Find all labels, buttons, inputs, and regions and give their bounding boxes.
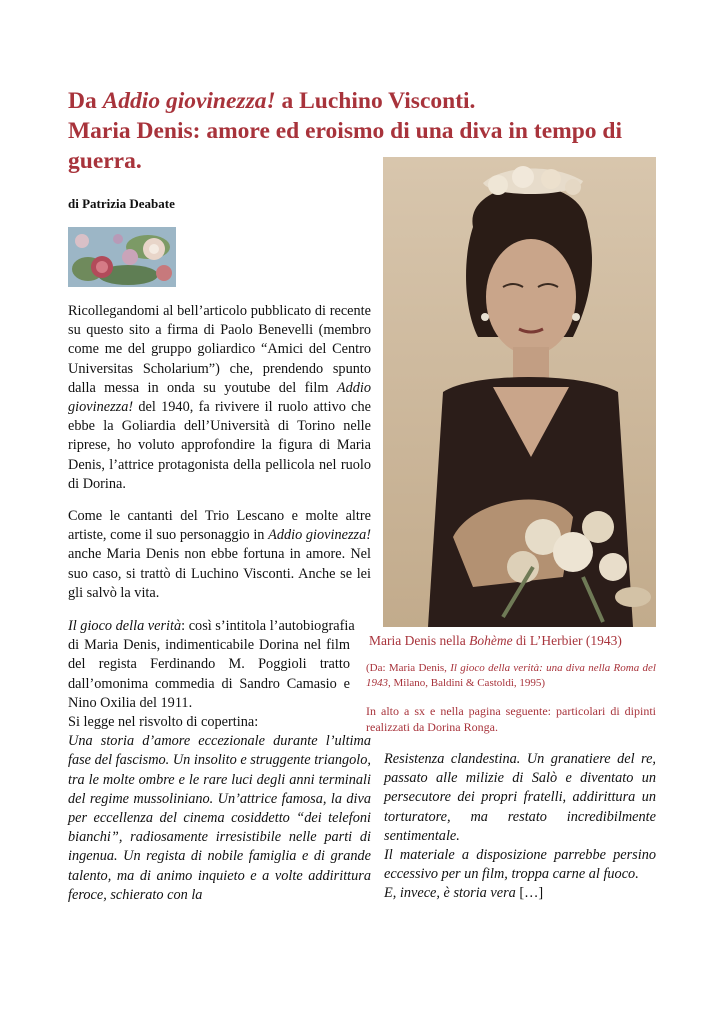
intro-text-b: del 1940, fa rivivere il ruolo attivo che ebbe la Goliardia dell’Università di Torino nelle riprese, ho voluto approfondire la figura di Maria Denis, l’attrice protagonista della pellicola nel ruolo di Dorina.: [68, 399, 371, 492]
title-line-1: [68, 86, 678, 116]
flower-painting-image: [68, 227, 176, 287]
caption-text-a: Maria Denis nella: [369, 633, 470, 648]
paragraph-intro: [68, 302, 371, 494]
right-column-text: [384, 750, 656, 904]
painting-note: In alto a sx e nella pagina seguente: particolari di dipinti realizzati da Dorina Ronga.: [366, 704, 656, 734]
portrait-svg: [383, 157, 656, 627]
right-paragraph-3: [384, 884, 656, 903]
title-line-2: Maria Denis: amore ed eroismo di una diva in tempo di guerra.: [68, 118, 622, 174]
title-text-b: a Luchino Visconti.: [275, 88, 476, 114]
autobiography-book-title: Il gioco della verità: [68, 618, 182, 634]
lescano-text-a: Come le cantanti del Trio Lescano e molte altre artiste, come il suo personaggio in: [68, 508, 371, 544]
lescano-film-name: Addio giovinezza!: [268, 527, 371, 544]
paragraph-lescano: [68, 507, 371, 603]
caption-text-b: di L’Herbier (1943): [512, 633, 622, 648]
right-paragraph-1: Resistenza clandestina. Un granatiere del re, passato alle milizie di Salò e diventato un persecutore dei propri fratelli, addirittura un torturatore, ma restato incredibilmente sentimentale.: [384, 751, 656, 844]
maria-denis-photo: [383, 157, 656, 627]
photo-caption: [369, 633, 622, 649]
lescano-text-b: anche Maria Denis non ebbe fortuna in amore. Nel suo caso, si trattò di Luchino Visconti. Anche se lei gli salvò la vita.: [68, 546, 371, 601]
cover-blurb-lead: Si legge nel risvolto di copertina:: [68, 714, 259, 730]
title-text-a: Da: [68, 88, 103, 114]
source-text-b: , Milano, Baldini & Castoldi, 1995): [388, 676, 546, 689]
right-paragraph-3-text: E, invece, è storia vera: [384, 885, 520, 902]
source-text-a: (Da: Maria Denis,: [366, 662, 451, 674]
photo-source: [366, 661, 656, 690]
paragraph-cover-blurb: [68, 713, 371, 905]
ellipsis-mark: […]: [519, 885, 544, 902]
title-film-name: Addio giovinezza!: [102, 88, 276, 114]
paragraph-autobiography: [68, 617, 371, 713]
author-byline: di Patrizia Deabate: [68, 196, 175, 211]
intro-text-a: Ricollegandomi al bell’articolo pubblicato di recente su questo sito a firma di Paolo Benevelli (membro come me del gruppo goliardico “Amici del Centro Universitas Scholarium”) che, prendendo spunto dalla messa in onda su youtube del film: [68, 303, 371, 396]
autobiography-text-a: : così s’intitola l’autobiografia: [181, 618, 355, 634]
autobiography-text-b: di Maria Denis, indimenticabile Dorina nel film del regista Ferdinando M. Poggioli tratto dall’omonima commedia di Sandro Camasio e Nino Oxilia del 1911.: [68, 637, 350, 711]
source-book-title: Il gioco della verità: una diva nella Roma del 1943: [366, 662, 656, 689]
caption-film-name: Bohème: [469, 633, 513, 648]
intro-film-name: Addio giovinezza!: [68, 379, 371, 416]
cover-blurb-text: Una storia d’amore eccezionale durante l’ultima fase del fascismo. Un insolito e struggente triangolo, tra le molte ombre e le rare luci degli anni terminali del regime mussoliniano. Un’attrice famosa, la diva per eccellenza del cinema cosiddetto “dei telefoni bianchi”, radiosamente irresistibile nelle parti di ingenua. Un regista di nobile famiglia e di grande talento, ma di animo inquieto e a volte addirittura feroce, schierato con la: [68, 733, 371, 903]
autobiography-line-1: [68, 617, 371, 636]
right-paragraph-2: Il materiale a disposizione parrebbe persino eccessivo per un film, troppa carne al fuoco.: [384, 847, 656, 883]
flower-painting-svg: [68, 227, 176, 287]
